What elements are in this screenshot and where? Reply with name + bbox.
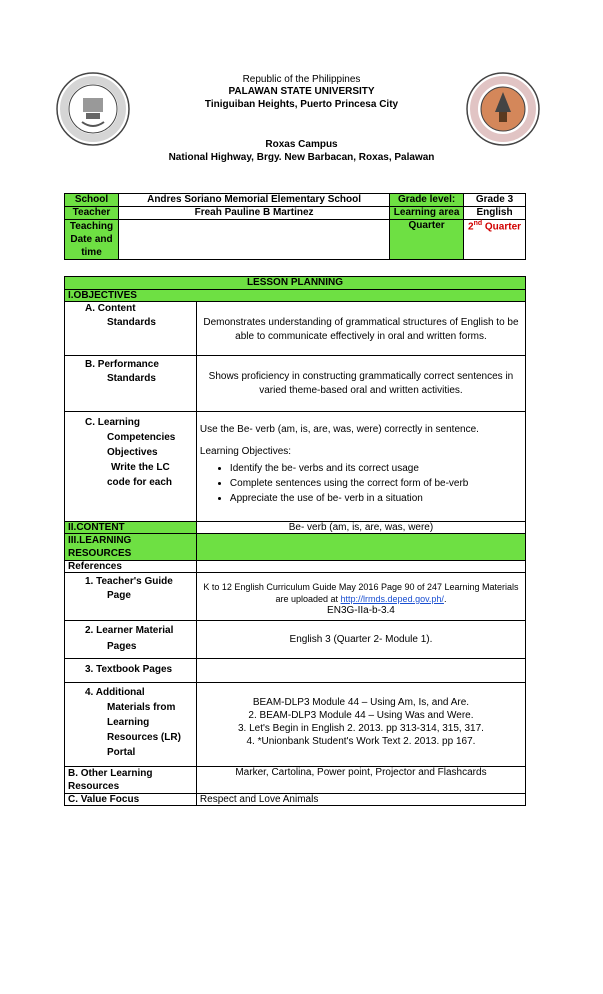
info-table <box>64 193 526 260</box>
area-label: Learning area <box>390 207 464 220</box>
label-line: B. Performance <box>85 359 159 370</box>
list-item: • Complete sentences using the correct form of be-verb <box>230 476 522 491</box>
grade-value: Grade 3 <box>464 194 526 207</box>
performance-standards-label <box>65 356 197 412</box>
date-label-line: time <box>81 247 102 258</box>
label-line: Standards <box>107 373 156 384</box>
quarter-suffix: nd <box>473 220 483 227</box>
textbook-pages-label: 3. Textbook Pages <box>65 659 197 683</box>
quarter-number: 2 <box>468 221 474 233</box>
label-line: code for each <box>107 477 173 488</box>
guide-text: are uploaded at <box>275 594 341 604</box>
teaching-date-label <box>65 220 119 260</box>
quarter-text: Quarter <box>482 221 522 233</box>
lesson-plan-table <box>64 276 526 806</box>
teaching-date-value <box>118 220 389 260</box>
quarter-value <box>464 220 526 260</box>
list-item: • Appreciate the use of be- verb in a situation <box>230 491 522 506</box>
label-line: 4. Additional <box>85 687 145 698</box>
additional-materials-label <box>65 683 197 767</box>
references-value <box>196 561 525 573</box>
material-item: 3. Let's Begin in English 2. 2013. pp 313-314, 315, 317. <box>237 723 484 734</box>
header-university: PALAWAN STATE UNIVERSITY <box>228 86 375 97</box>
label-line: Resources (LR) <box>107 732 181 743</box>
content-heading: II.CONTENT <box>65 522 197 534</box>
competency-text: Use the Be- verb (am, is, are, was, were) correctly in sentence. <box>199 424 479 435</box>
value-focus-value: Respect and Love Animals <box>196 794 525 806</box>
value-focus-label: C. Value Focus <box>65 794 197 806</box>
label-line: Standards <box>107 317 156 328</box>
other-resources-label <box>65 767 197 794</box>
guide-text: . <box>443 594 447 604</box>
guide-text: K to 12 English Curriculum Guide May 2016 Page 90 of 247 Learning Materials <box>203 582 519 592</box>
learning-competencies-label <box>65 412 197 522</box>
list-item: • Identify the be- verbs and its correct usage <box>230 461 522 476</box>
content-standards-label <box>65 302 197 356</box>
label-line: Resources <box>68 781 120 792</box>
teachers-guide-value <box>196 573 525 621</box>
header-republic: Republic of the Philippines <box>242 74 361 85</box>
label-line: Materials from <box>107 702 176 713</box>
learning-resources-value <box>196 534 525 561</box>
date-label-line: Date and <box>70 234 113 245</box>
label-line: Learning <box>107 717 150 728</box>
label-line: B. Other Learning <box>68 768 153 779</box>
label-line: Pages <box>107 641 137 652</box>
learning-resources-heading <box>65 534 197 561</box>
other-resources-value: Marker, Cartolina, Power point, Projector and Flashcards <box>196 767 525 794</box>
performance-standards-value: Shows proficiency in constructing grammatically correct sentences in varied theme-based oral and written activities. <box>196 356 525 412</box>
learning-objectives-heading: Learning Objectives: <box>199 446 292 457</box>
grade-label: Grade level: <box>390 194 464 207</box>
label-line: A. Content <box>85 303 136 314</box>
material-item: 4. *Unionbank Student's Work Text 2. 2013. pp 167. <box>246 736 476 747</box>
lrmds-link[interactable]: http://lrmds.deped.gov.ph/ <box>340 594 444 604</box>
teacher-label: Teacher <box>65 207 119 220</box>
objectives-heading: I.OBJECTIVES <box>65 290 526 302</box>
lc-code: EN3G-IIa-b-3.4 <box>327 605 395 616</box>
header-location: Tiniguiban Heights, Puerto Princesa City <box>204 99 399 110</box>
header-address: National Highway, Brgy. New Barbacan, Roxas, Palawan <box>168 152 435 163</box>
material-item: 2. BEAM-DLP3 Module 44 – Using Was and Were. <box>248 710 474 721</box>
label-line: RESOURCES <box>68 548 132 559</box>
date-label-line: Teaching <box>69 221 114 232</box>
learner-material-label <box>65 621 197 659</box>
label-line: III.LEARNING <box>68 535 132 546</box>
material-item: BEAM-DLP3 Module 44 – Using Am, Is, and Are. <box>252 697 470 708</box>
quarter-label: Quarter <box>390 220 464 260</box>
school-value: Andres Soriano Memorial Elementary School <box>118 194 389 207</box>
header-campus: Roxas Campus <box>265 139 338 150</box>
label-line: Competencies <box>107 432 176 443</box>
label-line: Portal <box>107 747 136 758</box>
learning-competencies-value <box>196 412 525 522</box>
guide-link-line <box>200 593 522 605</box>
label-line: Write the LC <box>111 462 170 473</box>
label-line: Objectives <box>107 447 158 458</box>
area-value: English <box>464 207 526 220</box>
textbook-pages-value <box>196 659 525 683</box>
label-line: 1. Teacher's Guide <box>85 576 173 587</box>
content-value: Be- verb (am, is, are, was, were) <box>196 522 525 534</box>
content-standards-value: Demonstrates understanding of grammatical structures of English to be able to communicate effectively in oral and written forms. <box>196 302 525 356</box>
school-label: School <box>65 194 119 207</box>
label-line: C. Learning <box>85 417 141 428</box>
teacher-value: Freah Pauline B Martinez <box>118 207 389 220</box>
references-heading: References <box>65 561 197 573</box>
learner-material-value: English 3 (Quarter 2- Module 1). <box>196 621 525 659</box>
objectives-list <box>200 461 522 506</box>
label-line: Page <box>107 590 131 601</box>
additional-materials-value <box>196 683 525 767</box>
label-line: 2. Learner Material <box>85 625 174 636</box>
teachers-guide-label <box>65 573 197 621</box>
lesson-planning-title: LESSON PLANNING <box>65 277 526 290</box>
